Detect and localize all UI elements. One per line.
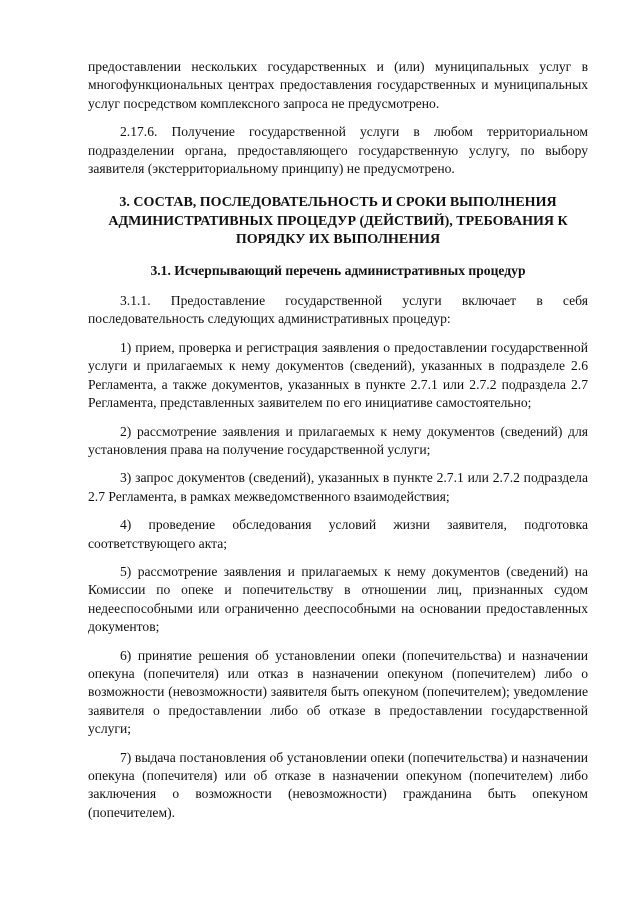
- list-item-4: 4) проведение обследования условий жизни заявителя, подготовка соответствующего акта;: [88, 517, 588, 551]
- paragraph-3-1-1: 3.1.1. Предоставление государственной услуги включает в себя последовательность следующих административных процедур:: [88, 293, 588, 327]
- list-item-1: 1) прием, проверка и регистрация заявления о предоставлении государственной услуги и прилагаемых к нему документов (сведений), указанных в подразделе 2.6 Регламента, а также документов, указанных в пункте 2.7.1 или 2.7.2 подраздела 2.7 Регламента, представленных заявителем по его инициативе самостоятельно;: [88, 339, 588, 411]
- list-item-6: 6) принятие решения об установлении опеки (попечительства) и назначении опекуна (попечителя) или отказ в назначении опекуном (попечителем) либо о возможности (невозможности) заявителя быть опекуном (попечителем); уведомление заявителя о предоставлении либо об отказе в предоставлении государственной услуги;: [88, 647, 588, 737]
- paragraph-2-17-6: 2.17.6. Получение государственной услуги в любом территориальном подразделении органа, предоставляющего государственную услугу, по выбору заявителя (экстерриториальному принципу) не предусмотрено.: [88, 124, 588, 177]
- section-title: 3. СОСТАВ, ПОСЛЕДОВАТЕЛЬНОСТЬ И СРОКИ ВЫПОЛНЕНИЯ АДМИНИСТРАТИВНЫХ ПРОЦЕДУР (ДЕЙСТВИЙ), ТРЕБОВАНИЯ К ПОРЯДКУ ИХ ВЫПОЛНЕНИЯ: [108, 195, 568, 248]
- subsection-title: 3.1. Исчерпывающий перечень административных процедур: [150, 262, 526, 278]
- paragraph-continuation: предоставлении нескольких государственных и (или) муниципальных услуг в многофункциональных центрах предоставления государственных и муниципальных услуг посредством комплексного запроса не предусмотрено.: [88, 59, 588, 111]
- list-item-5: 5) рассмотрение заявления и прилагаемых к нему документов (сведений) на Комиссии по опеке и попечительству в отношении лиц, признанных судом недееспособными или ограниченно дееспособными на основании предоставленных документов;: [88, 563, 588, 635]
- list-item-7: 7) выдача постановления об установлении опеки (попечительства) и назначении опекуна (попечителя) или об отказе в назначении опекуном (попечителем) либо заключения о возможности (невозможности) гражданина быть опекуном (попечителем).: [88, 749, 588, 820]
- document-page: [88, 58, 588, 832]
- list-item-3: 3) запрос документов (сведений), указанных в пункте 2.7.1 или 2.7.2 подраздела 2.7 Регламента, в рамках межведомственного взаимодействия;: [88, 470, 588, 504]
- list-item-2: 2) рассмотрение заявления и прилагаемых к нему документов (сведений) для установления права на получение государственной услуги;: [88, 423, 588, 457]
